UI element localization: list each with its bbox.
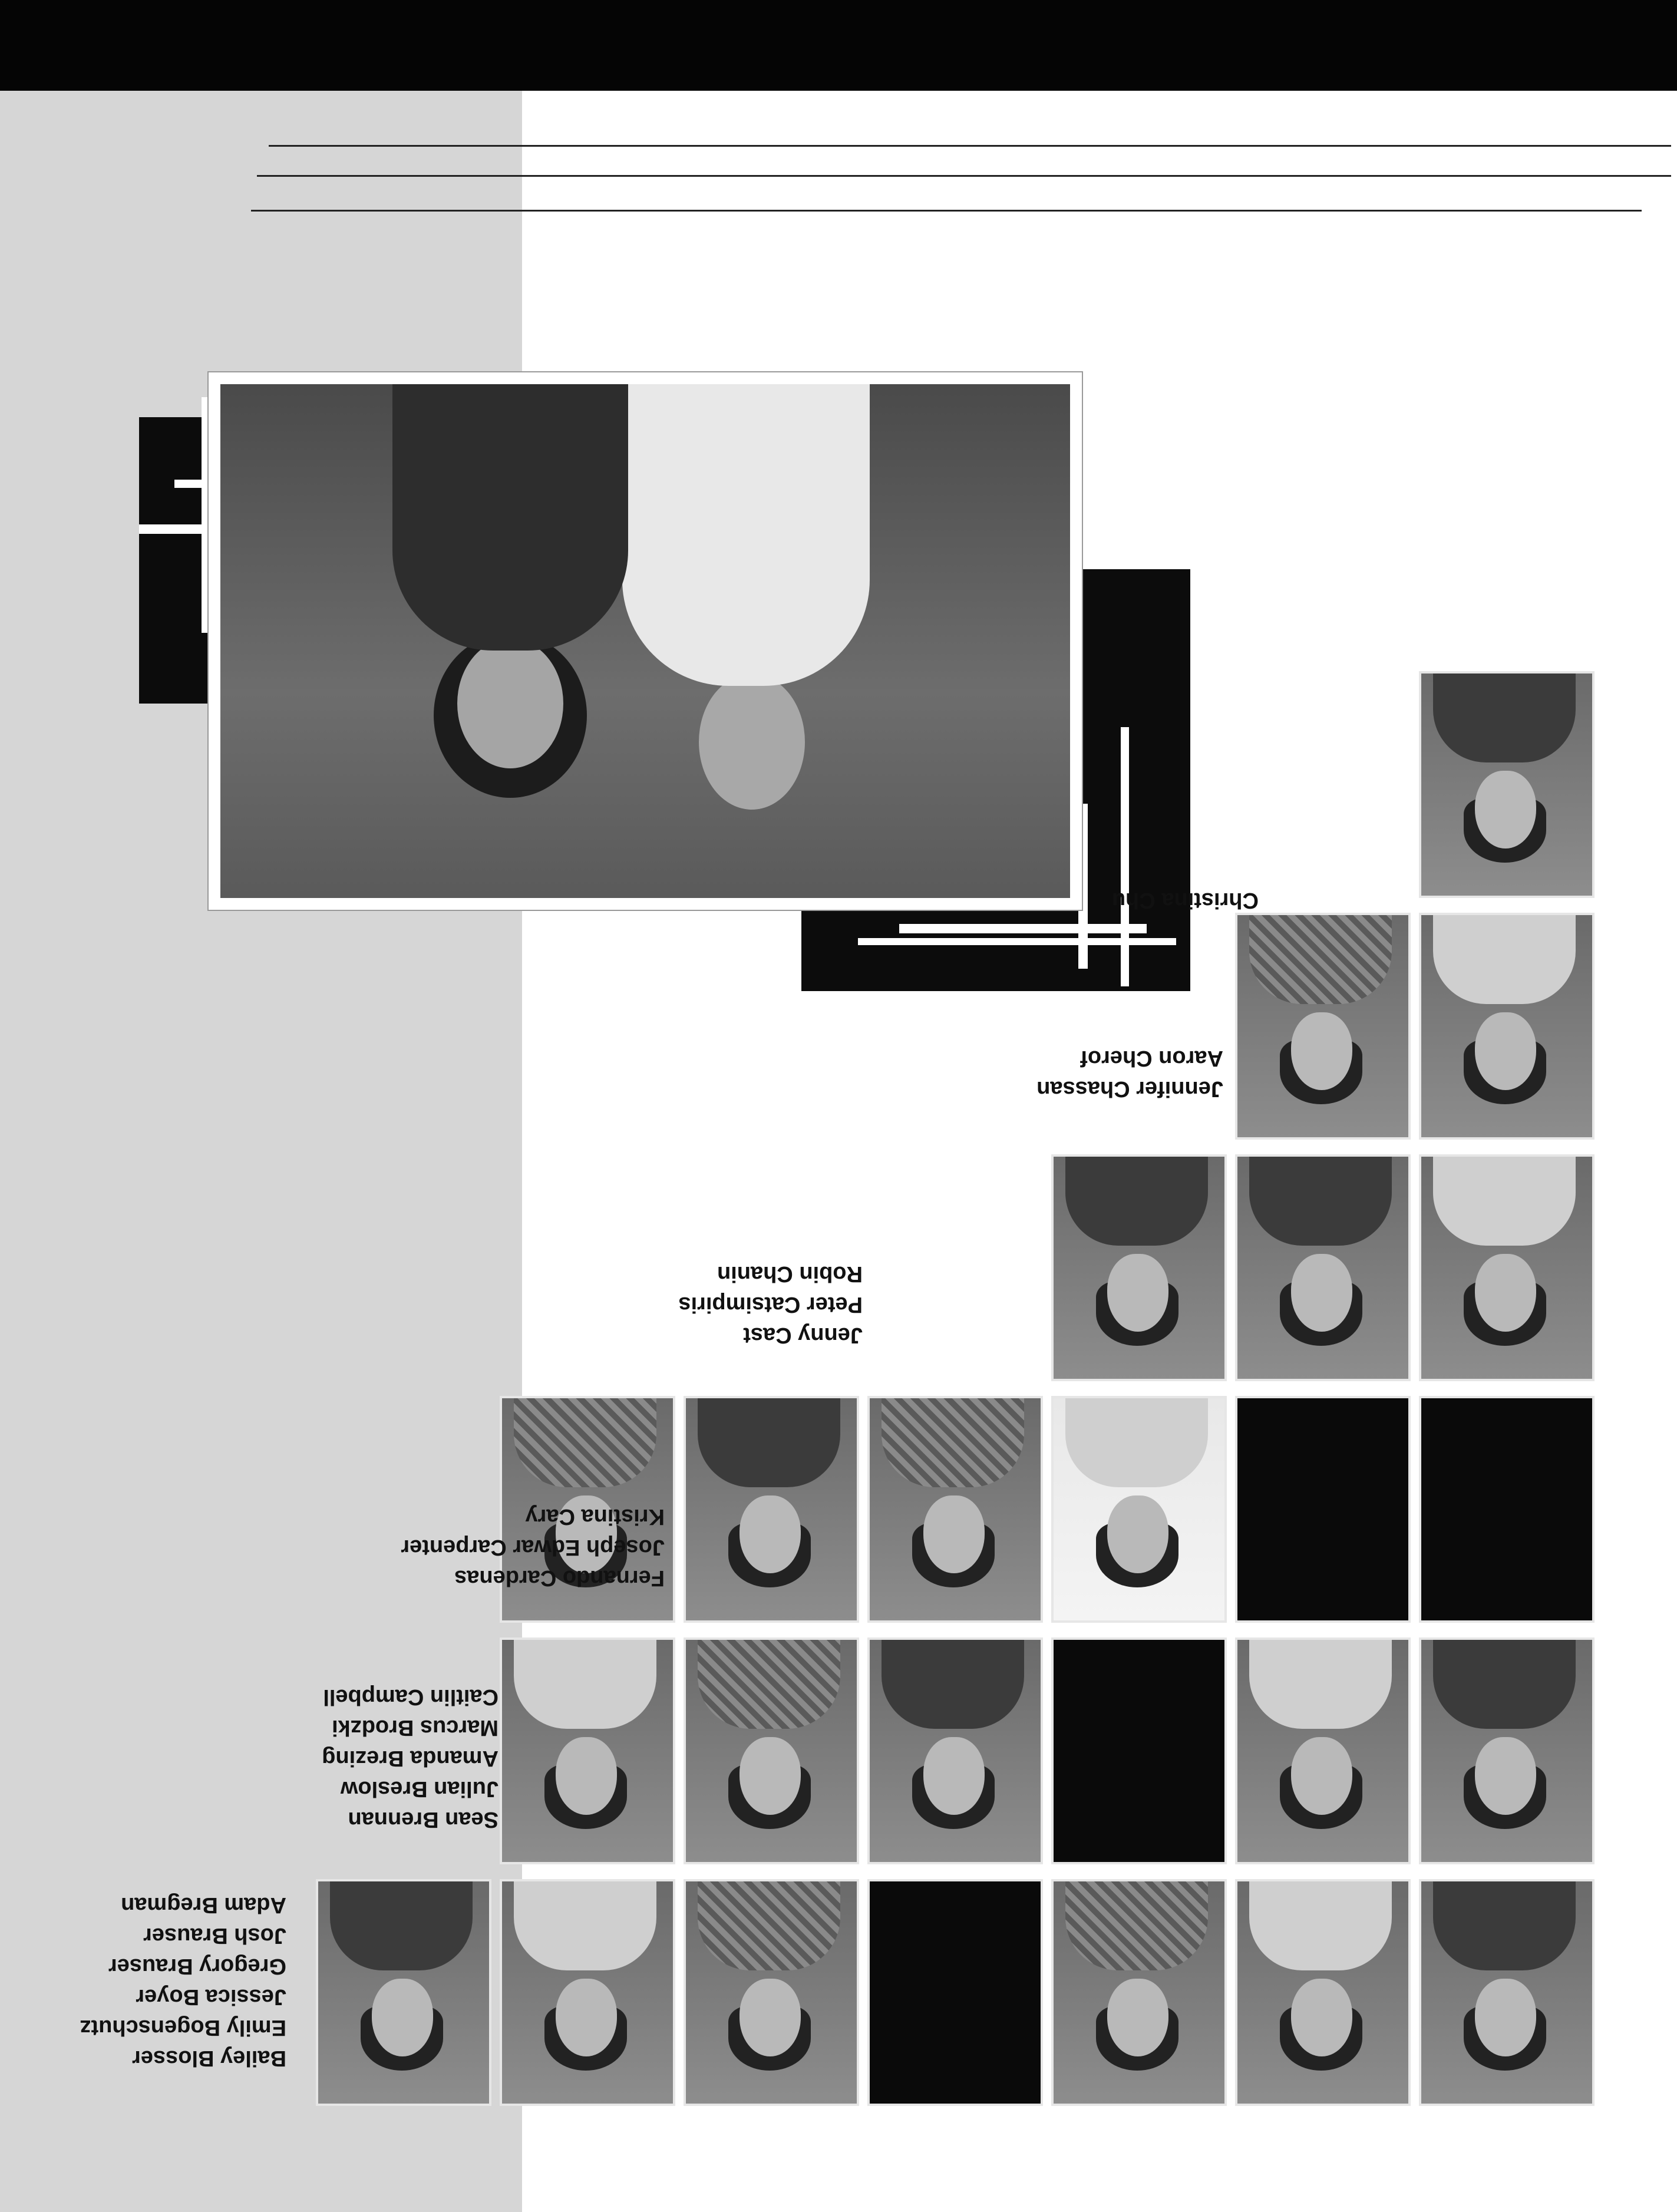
student-portrait: [1051, 1396, 1227, 1623]
student-name: Caitlin Campbell: [323, 1685, 499, 1709]
portrait-torso: [1065, 1879, 1208, 1970]
person-right: [387, 384, 634, 786]
portrait-torso: [882, 1637, 1024, 1729]
student-portrait: [1235, 1637, 1411, 1864]
student-name: Peter Catsimpiris: [678, 1292, 863, 1317]
portrait-face: [740, 1979, 801, 2056]
frame-bar: [899, 924, 1147, 933]
portrait-torso: [1065, 1396, 1208, 1487]
name-list-group-2: [322, 1682, 499, 1835]
student-portrait: [1419, 1637, 1595, 1864]
portrait-torso: [698, 1637, 840, 1729]
student-name: Jenny Cast: [743, 1323, 863, 1348]
group-photo: [209, 372, 1082, 910]
portrait-face: [1475, 1979, 1536, 2056]
portrait-face: [923, 1495, 985, 1573]
student-portrait: [500, 1637, 675, 1864]
portrait-torso: [514, 1879, 656, 1970]
portrait-face: [556, 1979, 617, 2056]
portrait-face: [1475, 1254, 1536, 1332]
student-portrait: [1235, 913, 1411, 1140]
student-name: Josh Brauser: [143, 1923, 286, 1948]
student-name: Marcus Brodzki: [332, 1715, 499, 1740]
student-portrait: [1235, 1396, 1411, 1623]
student-portrait: [500, 1879, 675, 2106]
portrait-face: [556, 1737, 617, 1815]
portrait-torso: [514, 1396, 656, 1487]
name-list-group-3: [401, 1501, 665, 1593]
portrait-torso: [698, 1879, 840, 1970]
portrait-face: [740, 1737, 801, 1815]
student-name: Bailey Blosser: [132, 2046, 286, 2071]
binding-edge: [0, 0, 1677, 91]
student-portrait: [1051, 1154, 1227, 1381]
frame-bar: [1121, 727, 1129, 986]
student-portrait: [684, 1637, 859, 1864]
student-portrait: [1235, 1154, 1411, 1381]
student-portrait: [684, 1396, 859, 1623]
student-portrait: [1051, 1637, 1227, 1864]
portrait-face: [1291, 1254, 1352, 1332]
portrait-torso: [1065, 1154, 1208, 1246]
student-portrait: [867, 1637, 1043, 1864]
portrait-torso: [1249, 1879, 1392, 1970]
portrait-face: [923, 1737, 985, 1815]
portrait-torso: [1433, 1637, 1576, 1729]
student-portrait: [867, 1879, 1043, 2106]
student-portrait: [867, 1396, 1043, 1623]
student-name: Kristina Cary: [525, 1504, 665, 1529]
student-portrait: [1051, 1879, 1227, 2106]
rule-line-3: [269, 145, 1671, 147]
student-name: Sean Brennan: [348, 1807, 499, 1832]
student-portrait: [1419, 1154, 1595, 1381]
portrait-face: [1107, 1979, 1168, 2056]
portrait-face: [372, 1979, 433, 2056]
student-name: Fernando Cardenas: [454, 1566, 665, 1590]
group-photo-image: [220, 384, 1070, 898]
portrait-face: [1475, 1012, 1536, 1090]
student-name: Adam Bregman: [121, 1893, 286, 1917]
portrait-torso: [1249, 1637, 1392, 1729]
portrait-torso: [1433, 1879, 1576, 1970]
student-portrait: [1235, 1879, 1411, 2106]
portrait-face: [740, 1495, 801, 1573]
student-name: Gregory Brauser: [108, 1954, 286, 1979]
portrait-face: [1475, 1737, 1536, 1815]
name-list-group-4: [678, 1259, 863, 1351]
student-name: Christina Chu: [1111, 888, 1259, 913]
name-list-group-1: [80, 1890, 287, 2074]
student-portrait: [1419, 913, 1595, 1140]
student-name: Joseph Edwar Carpenter: [401, 1535, 665, 1560]
person-left: [622, 384, 870, 810]
portrait-torso: [1433, 913, 1576, 1004]
student-name: Amanda Brezing: [322, 1746, 499, 1771]
student-portrait: [1419, 671, 1595, 898]
student-name: Jennifer Chassan: [1036, 1077, 1223, 1101]
rule-line-2: [257, 175, 1671, 177]
student-name: Robin Chanin: [717, 1262, 863, 1286]
portrait-torso: [882, 1396, 1024, 1487]
portrait-torso: [514, 1637, 656, 1729]
name-list-group-5: [1036, 1043, 1223, 1104]
portrait-torso: [1433, 671, 1576, 762]
student-name: Emily Bogenschutz: [80, 2015, 286, 2040]
student-portrait: [316, 1879, 491, 2106]
student-name: Jessica Boyer: [136, 1985, 286, 2009]
portrait-torso: [698, 1396, 840, 1487]
portrait-face: [1291, 1979, 1352, 2056]
name-list-group-6: [1112, 885, 1259, 916]
portrait-torso: [1249, 1154, 1392, 1246]
student-portrait: [684, 1879, 859, 2106]
student-portrait: [1419, 1879, 1595, 2106]
rule-line-1: [251, 210, 1642, 212]
student-portrait: [1419, 1396, 1595, 1623]
portrait-torso: [1249, 913, 1392, 1004]
student-name: Aaron Cherof: [1080, 1046, 1223, 1071]
portrait-face: [1475, 771, 1536, 849]
portrait-torso: [1433, 1154, 1576, 1246]
portrait-face: [1291, 1012, 1352, 1090]
portrait-face: [1107, 1254, 1168, 1332]
portrait-torso: [330, 1879, 473, 1970]
student-name: Julian Breslow: [340, 1777, 499, 1801]
portrait-face: [1107, 1495, 1168, 1573]
portrait-face: [1291, 1737, 1352, 1815]
